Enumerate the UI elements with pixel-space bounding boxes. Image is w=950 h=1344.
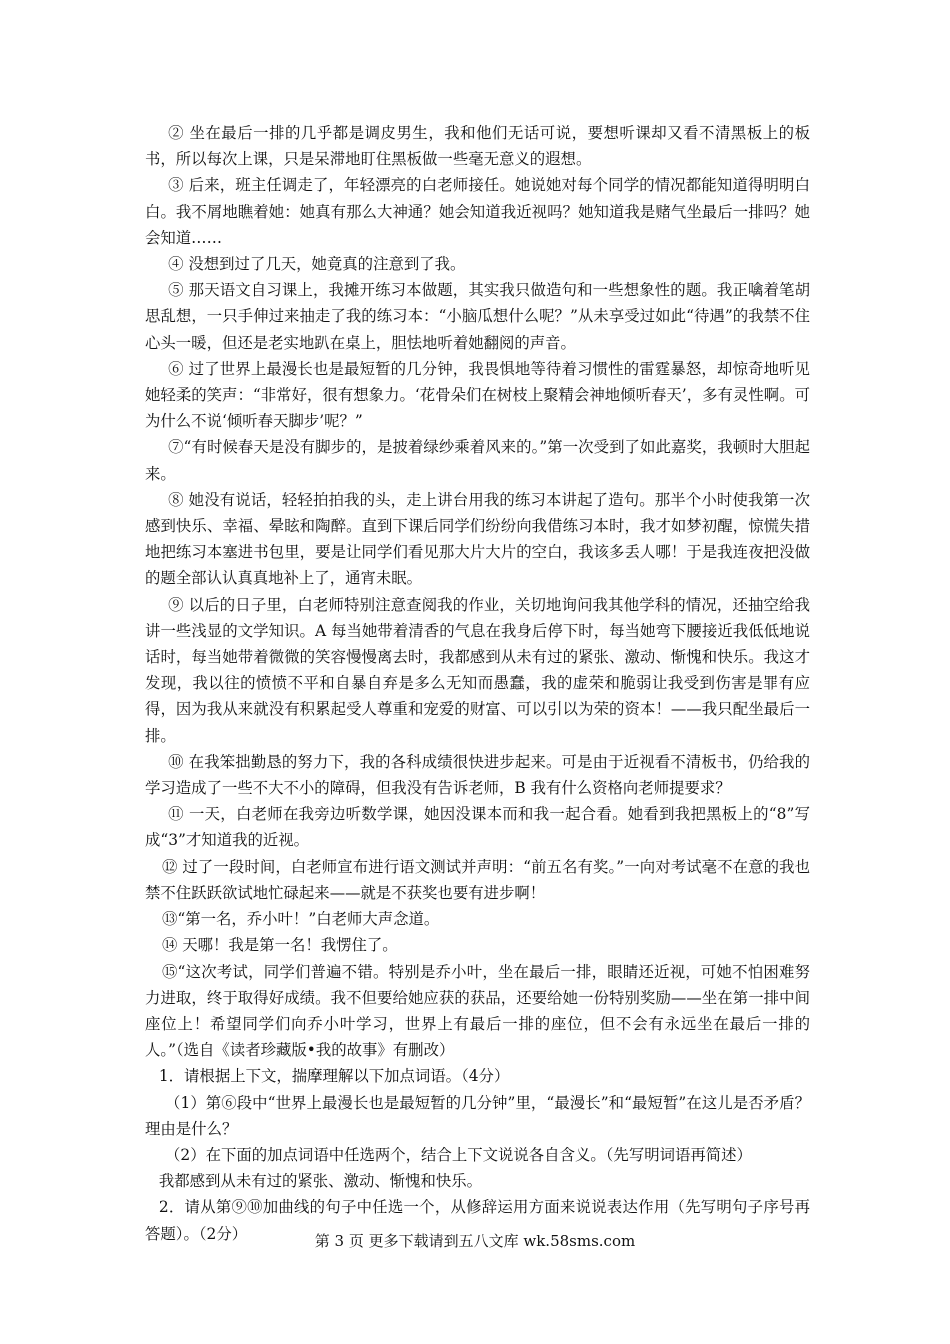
question-1-part-2-sentence: 我都感到从未有过的紧张、激动、惭愧和快乐。 <box>158 1172 483 1191</box>
question-1-part-1: （1）第⑥段中“世界上最漫长也是最短暂的几分钟”里，“最漫长”和“最短暂”在这儿是否矛盾？理由是什么？ <box>145 1093 810 1138</box>
paragraph-12: ⑫ 过了一段时间，白老师宣布进行语文测试并声明：“前五名有奖。”一向对考试毫不在意的我也禁不住跃跃欲试地忙碌起来——就是不获奖也要有进步啊！ <box>145 857 810 902</box>
paragraph-14: ⑭ 天哪！我是第一名！我愣住了。 <box>161 936 398 955</box>
paragraph-10: ⑩ 在我笨拙勤恳的努力下，我的各科成绩很快进步起来。可是由于近视看不清板书，仍给我的学习造成了一些不大不小的障碍，但我没有告诉老师，B 我有什么资格向老师提要求？ <box>145 752 810 798</box>
paragraph-3: ③ 后来，班主任调走了，年轻漂亮的白老师接任。她说她对每个同学的情况都能知道得明明白白。我不屑地瞧着她：她真有那么大神通？她会知道我近视吗？她知道我是赌气坐最后一排吗？她会知道…… <box>145 176 810 247</box>
paragraph-13: ⑬“第一名，乔小叶！”白老师大声念道。 <box>161 910 440 929</box>
paragraph-5: ⑤ 那天语文自习课上，我摊开练习本做题，其实我只做造句和一些想象性的题。我正噙着笔胡思乱想，一只手伸过来抽走了我的练习本：“小脑瓜想什么呢？”从未享受过如此“待遇”的我禁不住心头一暖，但还是老实地趴在桌上，胆怯地听着她翻阅的声音。 <box>145 281 810 352</box>
document-body <box>145 120 810 1247</box>
paragraph-6: ⑥ 过了世界上最漫长也是最短暂的几分钟，我畏惧地等待着习惯性的雷霆暴怒，却惊奇地听见她轻柔的笑声：“非常好，很有想象力。‘花骨朵们在树枝上聚精会神地倾听春天’，多有灵性啊。可为什么不说‘倾听春天脚步’呢？” <box>145 359 810 431</box>
paragraph-2: ② 坐在最后一排的几乎都是调皮男生，我和他们无话可说，要想听课却又看不清黑板上的板书，所以每次上课，只是呆滞地盯住黑板做一些毫无意义的遐想。 <box>145 124 810 169</box>
paragraph-9: ⑨ 以后的日子里，白老师特别注意查阅我的作业，关切地询问我其他学科的情况，还抽空给我讲一些浅显的文学知识。A 每当她带着清香的气息在我身后停下时，每当她弯下腰接近我低低地说话时，每当她带着微微的笑容慢慢离去时，我都感到从未有过的紧张、激动、惭愧和快乐。我这才发现，我以往的愤愤不平和自暴自弃是多么无知而愚蠢，我的虚荣和脆弱让我受到伤害是罪有应得，因为我从来就没有积累起受人尊重和宠爱的财富、可以引以为荣的资本！——我只配坐最后一排。 <box>145 595 810 745</box>
page-footer: 第 3 页 更多下载请到五八文库 wk.58sms.com <box>314 1232 636 1250</box>
paragraph-4: ④ 没想到过了几天，她竟真的注意到了我。 <box>168 255 466 274</box>
question-1-part-2: （2）在下面的加点词语中任选两个，结合上下文说说各自含义。（先写明词语再简述） <box>165 1145 752 1164</box>
question-1: 1．请根据上下文，揣摩理解以下加点词语。（4分） <box>158 1067 510 1086</box>
paragraph-15: ⑮“这次考试，同学们普遍不错。特别是乔小叶，坐在最后一排，眼睛还近视，可她不怕困难努力进取，终于取得好成绩。我不但要给她应获的获品，还要给她一份特别奖励——坐在第一排中间座位上！希望同学们向乔小叶学习，世界上有最后一排的座位，但不会有永远坐在最后一排的人。”（选自《读者珍藏版•我的故事》有删改） <box>145 962 810 1060</box>
paragraph-8: ⑧ 她没有说话，轻轻拍拍我的头，走上讲台用我的练习本讲起了造句。那半个小时使我第一次感到快乐、幸福、晕眩和陶醉。直到下课后同学们纷纷向我借练习本时，我才如梦初醒，惊慌失措地把练习本塞进书包里，要是让同学们看见那大片大片的空白，我该多丢人哪！于是我连夜把没做的题全部认认真真地补上了，通宵未眠。 <box>145 490 810 588</box>
question-2: 2．请从第⑨⑩加曲线的句子中任选一个，从修辞运用方面来说说表达作用（先写明句子序号再答题）。（2分） <box>145 1198 810 1243</box>
paragraph-11: ⑪ 一天，白老师在我旁边听数学课，她因没课本而和我一起合看。她看到我把黑板上的“8”写成“3”才知道我的近视。 <box>145 805 810 850</box>
paragraph-7: ⑦“有时候春天是没有脚步的，是披着绿纱乘着风来的。”第一次受到了如此嘉奖，我顿时大胆起来。 <box>145 438 810 483</box>
